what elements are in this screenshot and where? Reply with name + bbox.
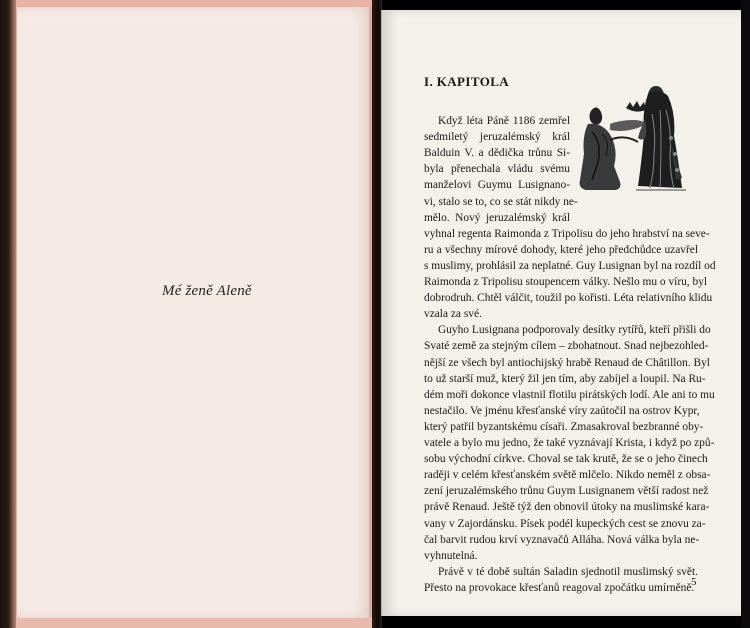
text-line: vyhnal regenta Raimonda z Tripolisu do jeho hrabství na seve- xyxy=(424,228,710,240)
page-number: 5 xyxy=(691,576,697,588)
text-line: Svaté země za stejným cílem – zbohatnout. Snad nejbezohled- xyxy=(424,340,709,352)
text-line: Guyho Lusignana podporovaly desítky rytířů, kteří přišli do xyxy=(438,324,711,336)
text-line: Právě v té době sultán Saladin sjednotil muslimský svět. xyxy=(438,566,698,578)
text-line: právě Renaud. Ještě týž den obnovil útoky na muslimské kara- xyxy=(424,501,710,513)
text-line: raději v celém křesťanském světě mlčelo. Nikdo neměl z obsa- xyxy=(424,469,711,481)
text-line: vzala za své. xyxy=(424,308,482,320)
text-line: vany v Zajordánsku. Písek podél kupeckých cest se znovu za- xyxy=(424,518,706,530)
text-line: sedmiletý jeruzalémský král xyxy=(424,131,570,143)
chapter-title: I. KAPITOLA xyxy=(424,74,510,89)
text-line: nestačilo. Ve jménu křesťanské víry zaútočil na ostrov Kypr, xyxy=(424,405,700,417)
text-line: Přesto na provokace křesťanů reagoval zpočátku umírněně. xyxy=(424,582,695,594)
dedication-text: Mé ženě Aleně xyxy=(162,283,252,299)
text-line: Raimonda z Tripolisu stoupencem války. Nešlo mu o víru, byl xyxy=(424,276,708,288)
text-line: s muslimy, prohlásil za neplatné. Guy Lusignan byl na rozdíl od xyxy=(424,260,716,272)
text-line: mělo. Nový jeruzalémský král xyxy=(424,212,570,224)
right-background-edge xyxy=(741,0,750,628)
medieval-figures-illustration-icon xyxy=(576,80,698,198)
text-line: sobu východní církve. Choval se tak krutě, že se o jeho činech xyxy=(424,453,708,465)
text-line: dém moři dokonce vlastnil flotilu pirátských lodí. Ale ani to mu xyxy=(424,389,715,401)
text-line: dobrodruh. Chtěl válčit, toužil po kořisti. Léta relativního klidu xyxy=(424,292,713,304)
text-line: Když léta Páně 1186 zemřel xyxy=(438,115,570,127)
text-line: to už starší muž, který žil jen tím, aby zabíjel a loupil. Na Ru- xyxy=(424,373,706,385)
text-line: Balduin V. a dědička trůnu Si- xyxy=(424,147,570,159)
text-line: zení jeruzalémského trůnu Guym Lusignanem větší radost než xyxy=(424,485,709,497)
text-line: ru a všechny mírové dohody, které jeho předchůdce uzavřel xyxy=(424,244,698,256)
text-line: manželovi Guymu Lusignano- xyxy=(424,179,570,191)
text-line: nější ze všech byl antiochijský hrabě Renaud de Châtillon. Byl xyxy=(424,357,710,369)
text-line: vyhnutelná. xyxy=(424,550,478,562)
text-line: čal barvit rudou krví vyznavačů Alláha. Nová válka byla ne- xyxy=(424,534,700,546)
left-page-bottom-edge xyxy=(16,618,372,628)
text-line: který patřil byzantskému císaři. Zmasakroval bezbranné oby- xyxy=(424,421,704,433)
text-line: byla přenechala vládu svému xyxy=(424,163,570,175)
text-line: vatele a bylo mu jedno, že také vyznávají Krista, i když po způ- xyxy=(424,437,715,449)
left-page xyxy=(16,6,372,620)
text-line: vi, stalo se to, co se stát nikdy ne- xyxy=(424,196,578,208)
